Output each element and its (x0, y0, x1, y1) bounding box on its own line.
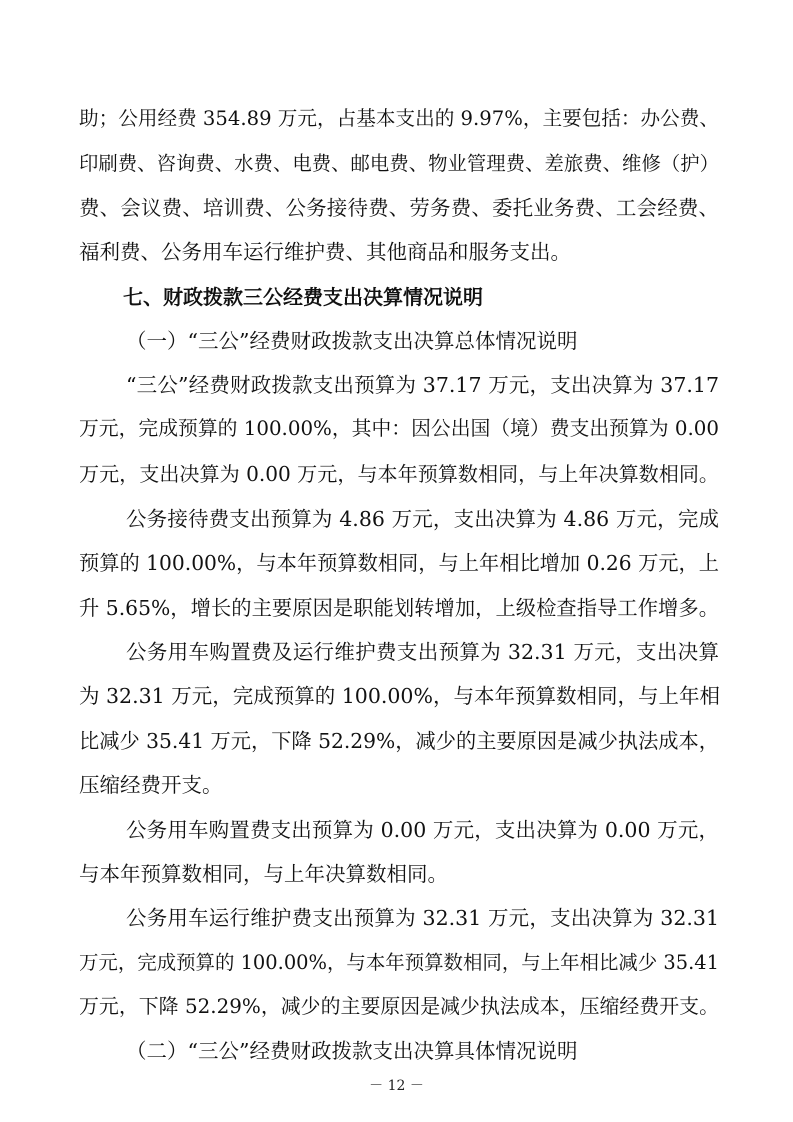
paragraph-line: 与本年预算数相同，与上年决算数相同。 (79, 862, 448, 886)
subsection-heading: （二）“三公”经费财政拨款支出决算具体情况说明 (126, 1039, 578, 1063)
paragraph-line: 比减少 35.41 万元，下降 52.29%，减少的主要原因是减少执法成本， (79, 729, 720, 753)
paragraph-line: 印刷费、咨询费、水费、电费、邮电费、物业管理费、差旅费、维修（护） (79, 152, 719, 175)
paragraph-line: 升 5.65%，增长的主要原因是职能划转增加，上级检查指导工作增多。 (79, 596, 719, 620)
paragraph-line: 公务用车运行维护费支出预算为 32.31 万元，支出决算为 32.31 (126, 906, 719, 930)
section-heading: 七、财政拨款三公经费支出决算情况说明 (123, 285, 483, 309)
paragraph-line: 万元，下降 52.29%，减少的主要原因是减少执法成本，压缩经费开支。 (79, 995, 719, 1018)
paragraph-line: 公务接待费支出预算为 4.86 万元，支出决算为 4.86 万元，完成 (126, 507, 719, 531)
paragraph-line: 为 32.31 万元，完成预算的 100.00%，与本年预算数相同，与上年相 (79, 684, 720, 708)
paragraph-line: 万元，完成预算的 100.00%，其中：因公出国（境）费支出预算为 0.00 (79, 417, 719, 440)
paragraph-line: 压缩经费开支。 (79, 773, 223, 797)
paragraph-line: 预算的 100.00%，与本年预算数相同，与上年相比增加 0.26 万元，上 (79, 551, 720, 575)
paragraph-line: 福利费、公务用车运行维护费、其他商品和服务支出。 (79, 240, 571, 264)
paragraph-line: 费、会议费、培训费、公务接待费、劳务费、委托业务费、工会经费、 (79, 196, 719, 220)
page-number: － 12 － (369, 1078, 424, 1094)
paragraph-line: 万元，完成预算的 100.00%，与本年预算数相同，与上年相比减少 35.41 (79, 951, 719, 974)
paragraph-line: 公务用车购置费及运行维护费支出预算为 32.31 万元，支出决算 (126, 640, 719, 664)
paragraph-line: 助；公用经费 354.89 万元，占基本支出的 9.97%，主要包括：办公费、 (79, 107, 719, 130)
paragraph-line: “三公”经费财政拨款支出预算为 37.17 万元，支出决算为 37.17 (126, 373, 719, 397)
paragraph-line: 公务用车购置费支出预算为 0.00 万元，支出决算为 0.00 万元， (126, 818, 719, 842)
paragraph-line: 万元，支出决算为 0.00 万元，与本年预算数相同，与上年决算数相同。 (79, 462, 719, 486)
subsection-heading: （一）“三公”经费财政拨款支出决算总体情况说明 (126, 329, 578, 353)
